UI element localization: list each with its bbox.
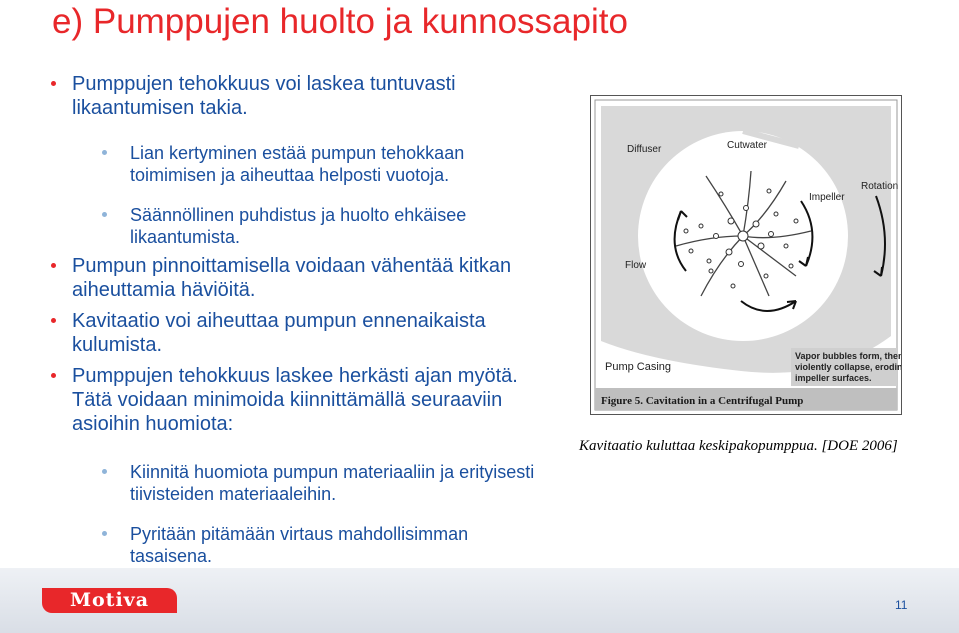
bullet-cavitation: Kavitaatio voi aiheuttaa pumpun ennenaikaista kulumista. — [50, 309, 550, 357]
sub-bullet-dirt: Lian kertyminen estää pumpun tehokkaan toimimisen ja aiheuttaa helposti vuotoja. — [130, 142, 550, 186]
flow-label: Flow — [625, 260, 647, 271]
cutwater-label: Cutwater — [727, 140, 768, 151]
cavitation-figure — [590, 95, 902, 415]
sub-bullet-materials: Kiinnitä huomiota pumpun materiaaliin ja erityisesti tiivisteiden materiaaleihin. — [130, 461, 550, 505]
slide-title: e) Pumppujen huolto ja kunnossapito — [52, 2, 628, 41]
pump-diagram — [591, 96, 901, 414]
bullet-efficiency-decline: Pumppujen tehokkuus laskee herkästi ajan myötä. Tätä voidaan minimoida kiinnittämällä seuraaviin asioihin huomiota: — [50, 364, 550, 436]
sub-bullet-cleaning: Säännöllinen puhdistus ja huolto ehkäisee likaantumista. — [130, 204, 550, 248]
impeller-label: Impeller — [809, 192, 845, 203]
bullet-coating: Pumpun pinnoittamisella voidaan vähentää kitkan aiheuttamia häviöitä. — [50, 254, 550, 302]
bullet-list — [50, 72, 550, 573]
sub-bullet-flow: Pyritään pitämään virtaus mahdollisimman tasaisena. — [130, 523, 550, 567]
motiva-logo — [42, 588, 177, 613]
figure-caption-text: Figure 5. Cavitation in a Centrifugal Pump — [601, 395, 804, 407]
logo-text: Motiva — [69, 589, 150, 611]
diffuser-label: Diffuser — [627, 144, 662, 155]
bullet-efficiency: Pumppujen tehokkuus voi laskea tuntuvasti likaantumisen takia. — [50, 72, 550, 120]
vapor-note-line-3: impeller surfaces. — [795, 373, 872, 383]
page-number: 11 — [895, 598, 908, 612]
pump-casing-label: Pump Casing — [605, 361, 672, 373]
vapor-note-line-1: Vapor bubbles form, then — [795, 351, 901, 361]
rotation-label: Rotation — [861, 181, 899, 192]
vapor-note-line-2: violently collapse, eroding — [795, 362, 901, 372]
image-caption: Kavitaatio kuluttaa keskipakopumppua. [DOE 2006] — [579, 438, 898, 454]
